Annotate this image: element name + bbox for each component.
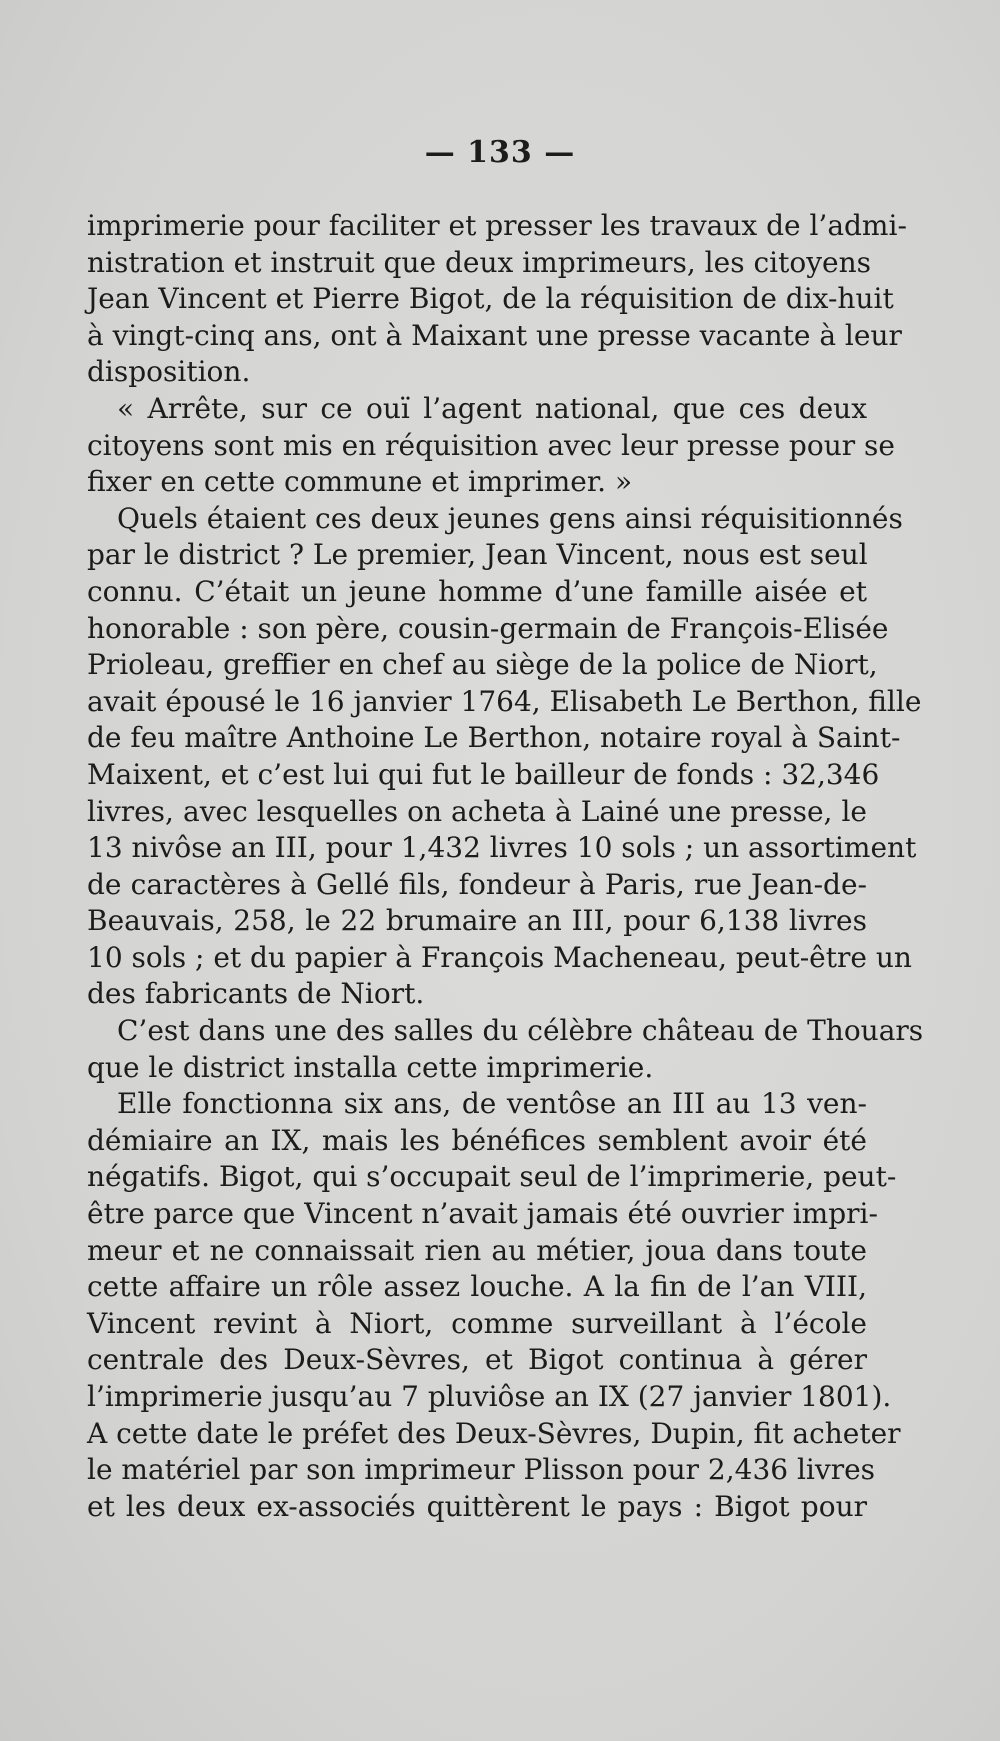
text-line: Jean Vincent et Pierre Bigot, de la réquisition de dix-huit bbox=[87, 282, 894, 316]
text-line: Maixent, et c’est lui qui fut le bailleur de fonds : 32,346 bbox=[87, 757, 880, 791]
text-line: à vingt-cinq ans, ont à Maixant une presse vacante à leur bbox=[87, 318, 902, 352]
text-line: imprimerie pour faciliter et presser les travaux de l’admi- bbox=[87, 209, 907, 242]
text-line: disposition. bbox=[87, 355, 251, 389]
text-line: Vincent revint à Niort, comme surveillant à l’école bbox=[87, 1306, 867, 1340]
text-line: de caractères à Gellé fils, fondeur à Paris, rue Jean-de- bbox=[87, 867, 867, 901]
text-line: C’est dans une des salles du célèbre château de Thouars bbox=[117, 1014, 924, 1048]
text-line: « Arrête, sur ce ouï l’agent national, que ces deux bbox=[117, 391, 867, 425]
text-line: nistration et instruit que deux imprimeurs, les citoyens bbox=[87, 245, 871, 279]
text-line: 10 sols ; et du papier à François Macheneau, peut-être un bbox=[87, 940, 912, 974]
text-line: cette affaire un rôle assez louche. A la fin de l’an VIII, bbox=[87, 1270, 867, 1304]
text-line: et les deux ex-associés quittèrent le pays : Bigot pour bbox=[87, 1489, 867, 1523]
text-line: honorable : son père, cousin-germain de François-Elisée bbox=[87, 611, 889, 645]
text-line: Elle fonctionna six ans, de ventôse an III au 13 ven- bbox=[117, 1087, 867, 1121]
text-line: 13 nivôse an III, pour 1,432 livres 10 sols ; un assortiment bbox=[87, 831, 917, 865]
text-line: le matériel par son imprimeur Plisson pour 2,436 livres bbox=[87, 1453, 876, 1487]
text-line: avait épousé le 16 janvier 1764, Elisabeth Le Berthon, fille bbox=[87, 684, 922, 718]
text-line: par le district ? Le premier, Jean Vincent, nous est seul bbox=[87, 538, 868, 572]
text-line: centrale des Deux-Sèvres, et Bigot continua à gérer bbox=[87, 1343, 867, 1377]
page-number: — 133 — bbox=[424, 135, 576, 170]
text-line: fixer en cette commune et imprimer. » bbox=[87, 465, 633, 499]
text-line: de feu maître Anthoine Le Berthon, notaire royal à Saint- bbox=[87, 721, 901, 755]
text-line: démiaire an IX, mais les bénéfices semblent avoir été bbox=[87, 1123, 867, 1157]
text-line: Quels étaient ces deux jeunes gens ainsi réquisitionnés bbox=[117, 501, 903, 535]
text-line: meur et ne connaissait rien au métier, joua dans toute bbox=[87, 1233, 867, 1267]
text-line: Beauvais, 258, le 22 brumaire an III, pour 6,138 livres bbox=[87, 904, 867, 938]
text-line: citoyens sont mis en réquisition avec leur presse pour se bbox=[87, 428, 895, 462]
text-line: Prioleau, greffier en chef au siège de la police de Niort, bbox=[87, 648, 878, 682]
text-line: négatifs. Bigot, qui s’occupait seul de l’imprimerie, peut- bbox=[87, 1160, 897, 1194]
text-line: A cette date le préfet des Deux-Sèvres, Dupin, fit acheter bbox=[87, 1416, 901, 1450]
body-text bbox=[87, 208, 924, 1525]
text-line: connu. C’était un jeune homme d’une famille aisée et bbox=[87, 574, 867, 608]
text-line: livres, avec lesquelles on acheta à Lainé une presse, le bbox=[87, 794, 867, 828]
text-line: des fabricants de Niort. bbox=[87, 977, 425, 1011]
text-line: l’imprimerie jusqu’au 7 pluviôse an IX (27 janvier 1801). bbox=[87, 1380, 892, 1413]
text-line: que le district installa cette imprimerie. bbox=[87, 1050, 654, 1084]
text-line: être parce que Vincent n’avait jamais été ouvrier impri- bbox=[87, 1197, 878, 1231]
